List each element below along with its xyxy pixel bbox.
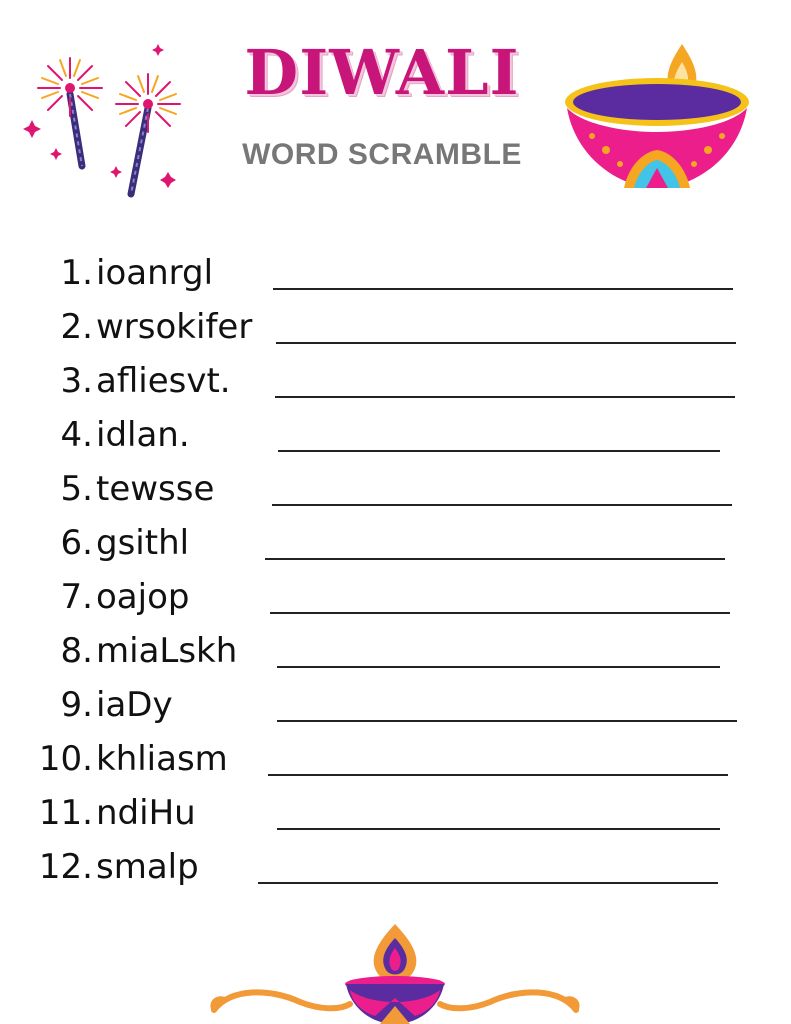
page-title: DIWALI <box>244 36 520 109</box>
item-number: 8. <box>60 631 93 671</box>
sparklers-icon <box>18 36 198 206</box>
list-item <box>0 462 791 516</box>
answer-blank[interactable] <box>277 720 737 722</box>
item-number: 4. <box>60 415 93 455</box>
answer-blank[interactable] <box>258 882 718 884</box>
scrambled-word: afliesvt. <box>96 361 231 401</box>
list-item <box>0 408 791 462</box>
scrambled-word: ioanrgl <box>96 253 214 293</box>
list-item <box>0 786 791 840</box>
answer-blank[interactable] <box>268 774 728 776</box>
item-number: 1. <box>60 253 93 293</box>
item-number: 6. <box>60 523 93 563</box>
list-item <box>0 732 791 786</box>
list-item <box>0 570 791 624</box>
scrambled-word: ndiHu <box>96 793 196 833</box>
scrambled-word: iaDy <box>96 685 173 725</box>
scrambled-word: tewsse <box>96 469 215 509</box>
answer-blank[interactable] <box>265 558 725 560</box>
answer-blank[interactable] <box>272 504 732 506</box>
diya-lamp-icon <box>562 40 752 190</box>
answer-blank[interactable] <box>278 450 720 452</box>
answer-blank[interactable] <box>277 666 720 668</box>
scrambled-word: miaLskh <box>96 631 238 671</box>
item-number: 5. <box>60 469 93 509</box>
answer-blank[interactable] <box>270 612 730 614</box>
item-number: 9. <box>60 685 93 725</box>
list-item <box>0 354 791 408</box>
scrambled-word: khliasm <box>96 739 228 779</box>
item-number: 3. <box>60 361 93 401</box>
list-item <box>0 516 791 570</box>
item-number: 12. <box>38 847 93 887</box>
answer-blank[interactable] <box>273 288 733 290</box>
scrambled-word: smalp <box>96 847 199 887</box>
answer-blank[interactable] <box>276 342 736 344</box>
item-number: 2. <box>60 307 93 347</box>
item-number: 11. <box>38 793 93 833</box>
list-item <box>0 840 791 894</box>
scrambled-word: gsithl <box>96 523 190 563</box>
item-number: 7. <box>60 577 93 617</box>
page-subtitle: WORD SCRAMBLE <box>242 138 522 171</box>
item-number: 10. <box>38 739 93 779</box>
answer-blank[interactable] <box>277 828 720 830</box>
list-item <box>0 246 791 300</box>
list-item <box>0 678 791 732</box>
scrambled-word: wrsokifer <box>96 307 253 347</box>
scrambled-word: oajop <box>96 577 190 617</box>
answer-blank[interactable] <box>275 396 735 398</box>
diya-lamp-ornament-icon <box>200 918 590 1024</box>
list-item <box>0 300 791 354</box>
list-item <box>0 624 791 678</box>
scrambled-word: idlan. <box>96 415 190 455</box>
